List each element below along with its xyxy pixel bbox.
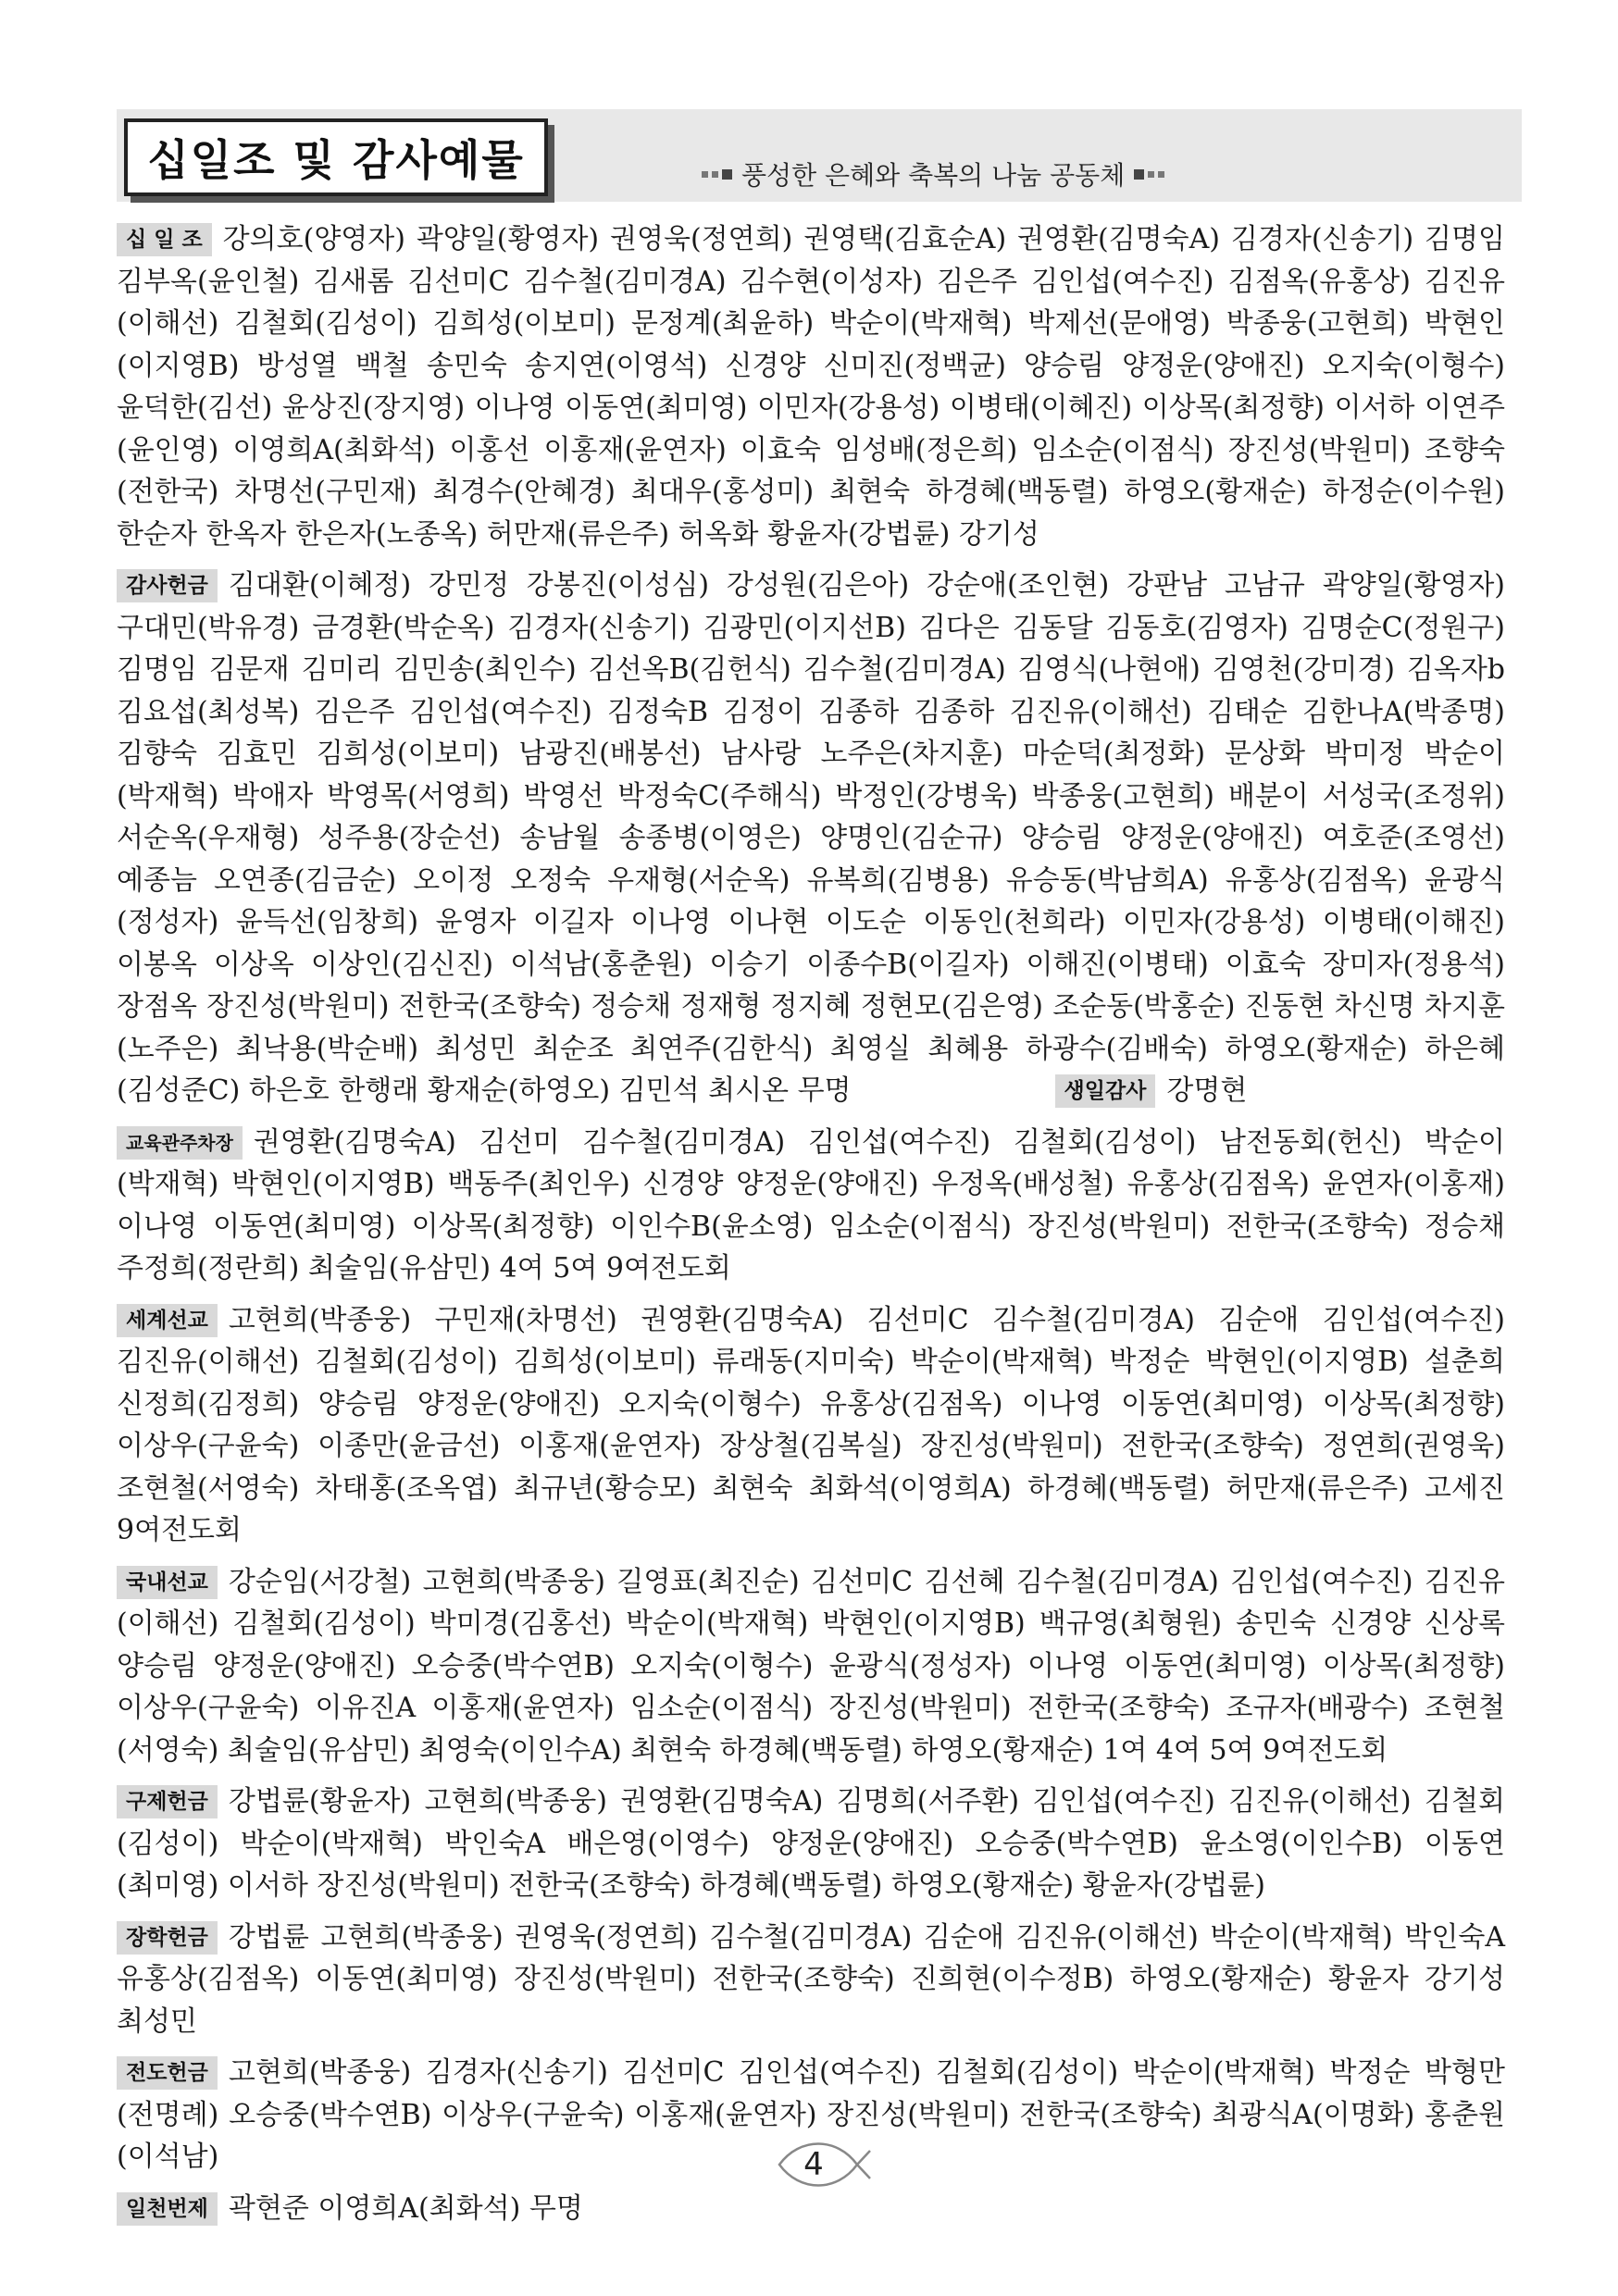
section-thanks <box>117 565 1505 1112</box>
section-scholarship <box>117 1917 1505 2043</box>
section-relief <box>117 1781 1505 1907</box>
section-names: 곽현준 이영희A(최화석) 무명 <box>228 2191 583 2225</box>
section-label: 감사헌금 <box>117 569 218 602</box>
page-footer <box>772 2132 874 2197</box>
section-names: 고현희(박종웅) 구민재(차명선) 권영환(김명숙A) 김선미C 김수철(김미경A) 김순애 김인섭(여수진) 김진유(이해선) 김철회(김성이) 김희성(이보미) 류래동(지미숙) 박순이(박재혁) 박정순 박현인(이지영B) 설춘희 신정희(김정희) 양승림 양정운(양애진) 오지숙(이형수) 유홍상(김점옥) 이나영 이동연(최미영) 이상목(최정향) 이상우(구윤숙) 이종만(윤금선) 이홍재(윤연자) 장상철(김복실) 장진성(박원미) 전한국(조향숙) 정연희(권영욱) 조현철(서영숙) 차태홍(조옥엽) 최규년(황승모) 최현숙 최화석(이영희A) 하경혜(백동렬) 허만재(류은주) 고세진 9여전도회 <box>117 1303 1505 1546</box>
title-box <box>124 118 548 196</box>
section-tithe <box>117 218 1505 555</box>
section-names: 강법륜 고현희(박종웅) 권영욱(정연희) 김수철(김미경A) 김순애 김진유(이해선) 박순이(박재혁) 박인숙A 유홍상(김점옥) 이동연(최미영) 장진성(박원미) 전한국(조향숙) 진희현(이수정B) 하영오(황재순) 황윤자 강기성 최성민 <box>117 1920 1505 2038</box>
section-label: 국내선교 <box>117 1566 218 1599</box>
section-label: 구제헌금 <box>117 1785 218 1818</box>
section-names: 강의호(양영자) 곽양일(황영자) 권영욱(정연희) 권영택(김효순A) 권영환(김명숙A) 김경자(신송기) 김명임 김부옥(윤인철) 김새롬 김선미C 김수철(김미경A) 김수현(이성자) 김은주 김인섭(여수진) 김점옥(유홍상) 김진유(이해선) 김철회(김성이) 김희성(이보미) 문정계(최윤하) 박순이(박재혁) 박제선(문애영) 박종웅(고현희) 박현인(이지영B) 방성열 백철 송민숙 송지연(이영석) 신경양 신미진(정백균) 양승림 양정운(양애진) 오지숙(이형수) 윤덕한(김선) 윤상진(장지영) 이나영 이동연(최미영) 이민자(강용성) 이병태(이혜진) 이상목(최정향) 이서하 이연주(윤인영) 이영희A(최화석) 이홍선 이홍재(윤연자) 이효숙 임성배(정은희) 임소순(이점식) 장진성(박원미) 조향숙(전한국) 차명선(구민재) 최경수(안혜경) 최대우(홍성미) 최현숙 하경혜(백동렬) 하영오(황재순) 하정순(이수원) 한순자 한옥자 한은자(노종옥) 허만재(류은주) 허옥화 황윤자(강법륜) 강기성 <box>117 223 1505 551</box>
dots-right-icon <box>1134 169 1164 180</box>
section-names-birthday: 강명현 <box>1166 1074 1248 1107</box>
section-label: 십 일 조 <box>117 223 212 256</box>
donation-list <box>117 218 1505 2239</box>
section-names: 권영환(김명숙A) 김선미 김수철(김미경A) 김인섭(여수진) 김철회(김성이) 남전동회(헌신) 박순이(박재혁) 박현인(이지영B) 백동주(최인우) 신경양 양정운(양애진) 우정옥(배성철) 유홍상(김점옥) 윤연자(이홍재) 이나영 이동연(최미영) 이상목(최정향) 이인수B(윤소영) 임소순(이점식) 장진성(박원미) 전한국(조향숙) 정승채 주정희(정란희) 최술임(유삼민) 4여 5여 9여전도회 <box>117 1125 1505 1285</box>
page-title: 십일조 및 감사예물 <box>147 135 525 185</box>
section-label: 세계선교 <box>117 1304 218 1337</box>
section-names: 김대환(이혜정) 강민정 강봉진(이성심) 강성원(김은아) 강순애(조인현) 강판남 고남규 곽양일(황영자) 구대민(박유경) 금경환(박순옥) 김경자(신송기) 김광민(이지선B) 김다은 김동달 김동호(김영자) 김명순C(정원구) 김명임 김문재 김미리 김민송(최인수) 김선옥B(김헌식) 김수철(김미경A) 김영식(나현애) 김영천(강미경) 김옥자b 김요섭(최성복) 김은주 김인섭(여수진) 김정숙B 김정이 김종하 김종하 김진유(이해선) 김태순 김한나A(박종명) 김향숙 김효민 김희성(이보미) 남광진(배봉선) 남사랑 노주은(차지훈) 마순덕(최정화) 문상화 박미정 박순이(박재혁) 박애자 박영목(서영희) 박영선 박정숙C(주해식) 박정인(강병욱) 박종웅(고현희) 배분이 서성국(조정위) 서순옥(우재형) 성주용(장순선) 송남월 송종병(이영은) 양명인(김순규) 양승림 양정운(양애진) 여호준(조영선) 예종늠 오연종(김금순) 오이정 오정숙 우재형(서순옥) 유복희(김병용) 유승동(박남희A) 유홍상(김점옥) 윤광식(정성자) 윤득선(임창희) 윤영자 이길자 이나영 이나현 이도순 이동인(천희라) 이민자(강용성) 이병태(이해진) 이봉옥 이상옥 이상인(김신진) 이석남(홍춘원) 이승기 이종수B(이길자) 이해진(이병태) 이효숙 장미자(정용석) 장점옥 장진성(박원미) 전한국(조향숙) 정승채 정재형 정지혜 정현모(김은영) 조순동(박홍순) 진동현 차신명 차지훈(노주은) 최낙용(박순배) 최성민 최순조 최연주(김한식) 최영실 최혜용 하광수(김배숙) 하영오(황재순) 하은혜(김성준C) 하은호 한행래 황재순(하영오) 김민석 최시온 무명 <box>117 569 1505 1107</box>
section-education <box>117 1122 1505 1290</box>
section-names: 고현희(박종웅) 김경자(신송기) 김선미C 김인섭(여수진) 김철회(김성이) 박순이(박재혁) 박정순 박형만(전명례) 오승중(박수연B) 이상우(구윤숙) 이홍재(윤연자) 장진성(박원미) 전한국(조향숙) 최광식A(이명화) 홍춘원(이석남) <box>117 2056 1505 2173</box>
section-label: 장학헌금 <box>117 1921 218 1955</box>
section-domestic-mission <box>117 1561 1505 1772</box>
section-names: 강법륜(황윤자) 고현희(박종웅) 권영환(김명숙A) 김명희(서주환) 김인섭(여수진) 김진유(이해선) 김철회(김성이) 박순이(박재혁) 박인숙A 배은영(이영수) 양정운(양애진) 오승중(박수연B) 윤소영(이인수B) 이동연(최미영) 이서하 장진성(박원미) 전한국(조향숙) 하경혜(백동렬) 하영오(황재순) 황윤자(강법륜) <box>117 1785 1505 1902</box>
subtitle-text: 풍성한 은혜와 축복의 나눔 공동체 <box>741 160 1126 191</box>
section-label: 일천번제 <box>117 2192 218 2226</box>
section-world-mission <box>117 1299 1505 1552</box>
section-names: 강순임(서강철) 고현희(박종웅) 길영표(최진순) 김선미C 김선혜 김수철(김미경A) 김인섭(여수진) 김진유(이해선) 김철회(김성이) 박미경(김홍선) 박순이(박재혁) 박현인(이지영B) 백규영(최형원) 송민숙 신경양 신상록 양승림 양정운(양애진) 오승중(박수연B) 오지숙(이형수) 윤광식(정성자) 이나영 이동연(최미영) 이상목(최정향) 이상우(구윤숙) 이유진A 이홍재(윤연자) 임소순(이점식) 장진성(박원미) 전한국(조향숙) 조규자(배광수) 조현철(서영숙) 최술임(유삼민) 최영숙(이인수A) 최현숙 하경혜(백동렬) 하영오(황재순) 1여 4여 5여 9여전도회 <box>117 1565 1505 1767</box>
page-number: 4 <box>803 2146 824 2183</box>
section-label: 교육관주차장 <box>117 1126 243 1160</box>
page-subtitle <box>702 155 1164 192</box>
dots-left-icon <box>702 169 732 180</box>
section-label: 전도헌금 <box>117 2056 218 2090</box>
section-label-birthday: 생일감사 <box>1055 1074 1156 1108</box>
